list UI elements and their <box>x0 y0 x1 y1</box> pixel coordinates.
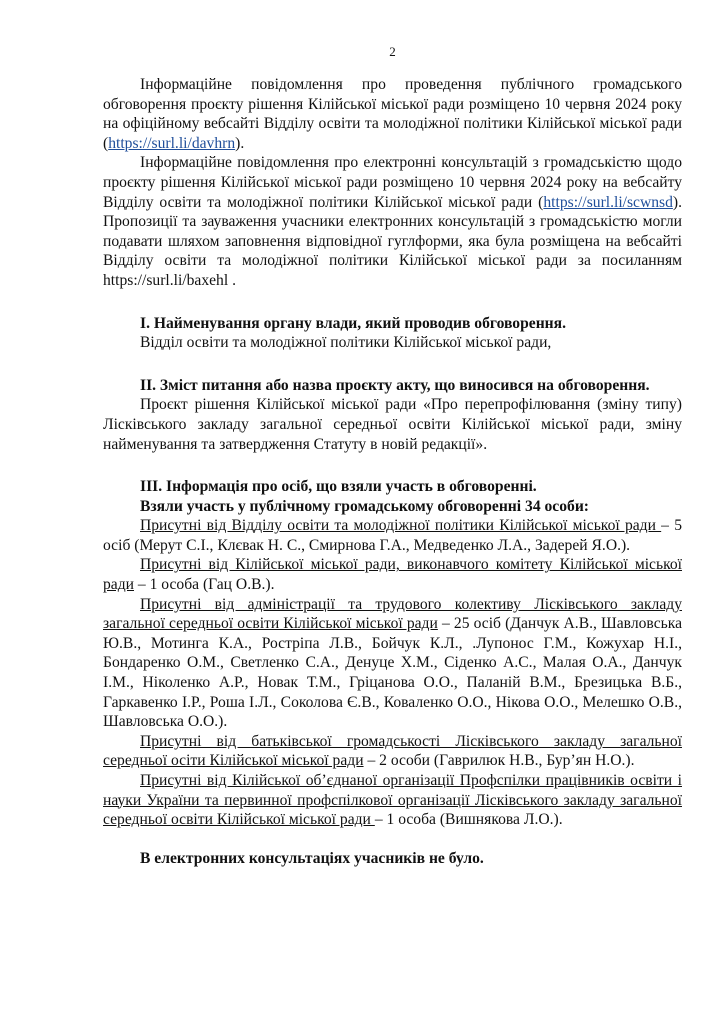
section-3-subheading: Взяли участь у публічному громадському обговоренні 34 особи: <box>140 497 590 515</box>
participant-group-details: – 1 особа (Вишнякова Л.О.). <box>374 811 563 829</box>
participant-group-label: Присутні від Відділу освіти та молодіжної політики Кілійської міської ради <box>140 517 662 535</box>
section-1-heading: І. Найменування органу влади, який проводив обговорення. <box>140 314 566 332</box>
participant-group-5 <box>103 771 682 830</box>
participant-group-label: Присутні від Кілійської об’єднаної організації Профспілки працівників освіти і науки України та первинної профспілкової організації Лісківського закладу загальної середньої освіти Кілійської міської ради <box>103 772 682 829</box>
participant-group-details: – 5 осіб (Мерут С.І., Клєвак Н. С., Смирнова Г.А., Медведенко Л.А., Задерей Я.О.). <box>103 517 682 554</box>
participant-group-details: – 1 особа (Гац О.В.). <box>134 576 275 594</box>
participant-group-3 <box>103 595 682 732</box>
intro-paragraph-1-tail: ). <box>235 134 245 152</box>
participant-group-label: Присутні від Кілійської міської ради, виконавчого комітету Кілійської міської ради <box>103 556 682 594</box>
section-3-heading: ІІІ. Інформація про осіб, що взяли участь в обговоренні. <box>140 478 537 496</box>
participant-group-details: – 2 особи (Гаврилюк Н.В., Бур’ян Н.О.). <box>363 752 635 770</box>
page-number: 2 <box>389 44 396 59</box>
participant-group-4 <box>103 732 682 771</box>
participant-group-2 <box>103 555 682 594</box>
intro-paragraph-2 <box>103 153 682 290</box>
participant-group-1 <box>103 516 682 555</box>
section-1-body: Відділ освіти та молодіжної політики Кілійської міської ради, <box>140 334 552 352</box>
scwnsd-link[interactable]: https://surl.li/scwnsd <box>543 193 673 211</box>
intro-paragraph-1 <box>103 75 682 153</box>
spacer <box>103 454 682 477</box>
section-2-body: Проєкт рішення Кілійської міської ради «Про перепрофілювання (зміну типу) Лісківського закладу загальної середньої освіти Кілійської міської ради, зміну найменування та затвердження Статуту в новій редакції». <box>103 396 682 453</box>
participant-group-details: – 25 осіб (Данчук А.В., Шавловська Ю.В., Мотинга К.А., Ростріпа Л.В., Бойчук К.Л., .Лупонос Г.М., Кожухар Н.І., Бондаренко О.М., Светленко С.А., Денуце Х.М., Сіденко А.С., Малая О.А., Данчук І.М., Ніколенко А.Р., Новак Т.М., Гріцанова О.О., Паланій В.М., Брезицька В.Б., Гаркавенко І.Р., Роша І.Л., Соколова Є.В., Коваленко О.О., Нікова О.О., Мелешко О.В., Шавловська О.О.). <box>103 615 682 731</box>
spacer <box>103 830 682 849</box>
spacer <box>103 353 682 376</box>
intro-paragraph-2-text: Інформаційне повідомлення про електронні консультацій з громадськістю щодо проєкту рішення Кілійської міської ради розміщено 10 червня 2024 року на вебсайту Відділу освіти та молодіжної політики Кілійської міської ради ( <box>103 154 682 211</box>
intro-paragraph-2-tail: ). Пропозиції та зауваження учасники електронних консультацій з громадськістю могли подавати шляхом заповнення відповідної гуглформи, яка була розміщена на вебсайті Відділу освіти та молодіжної політики Кілійської міської ради за посиланням https://surl.li/baxehl . <box>103 193 682 289</box>
section-2-heading: ІІ. Зміст питання або назва проєкту акту, що виносився на обговорення. <box>140 376 650 394</box>
participant-group-label: Присутні від адміністрації та трудового колективу Лісківського закладу загальної середньої освіти Кілійської міської ради <box>103 595 682 633</box>
closing-statement: В електронних консультаціях учасників не було. <box>140 849 484 867</box>
participant-group-label: Присутні від батьківської громадськості Лісківського закладу загальної середньої осіти Кілійської міської ради <box>103 732 682 770</box>
intro-paragraph-1-text: Інформаційне повідомлення про проведення публічного громадського обговорення проєкту рішення Кілійської міської ради розміщено 10 червня 2024 року на офіційному вебсайті Відділу освіти та молодіжної політики Кілійської міської ради ( <box>103 76 682 152</box>
spacer <box>103 291 682 314</box>
davhrn-link[interactable]: https://surl.li/davhrn <box>108 134 236 152</box>
